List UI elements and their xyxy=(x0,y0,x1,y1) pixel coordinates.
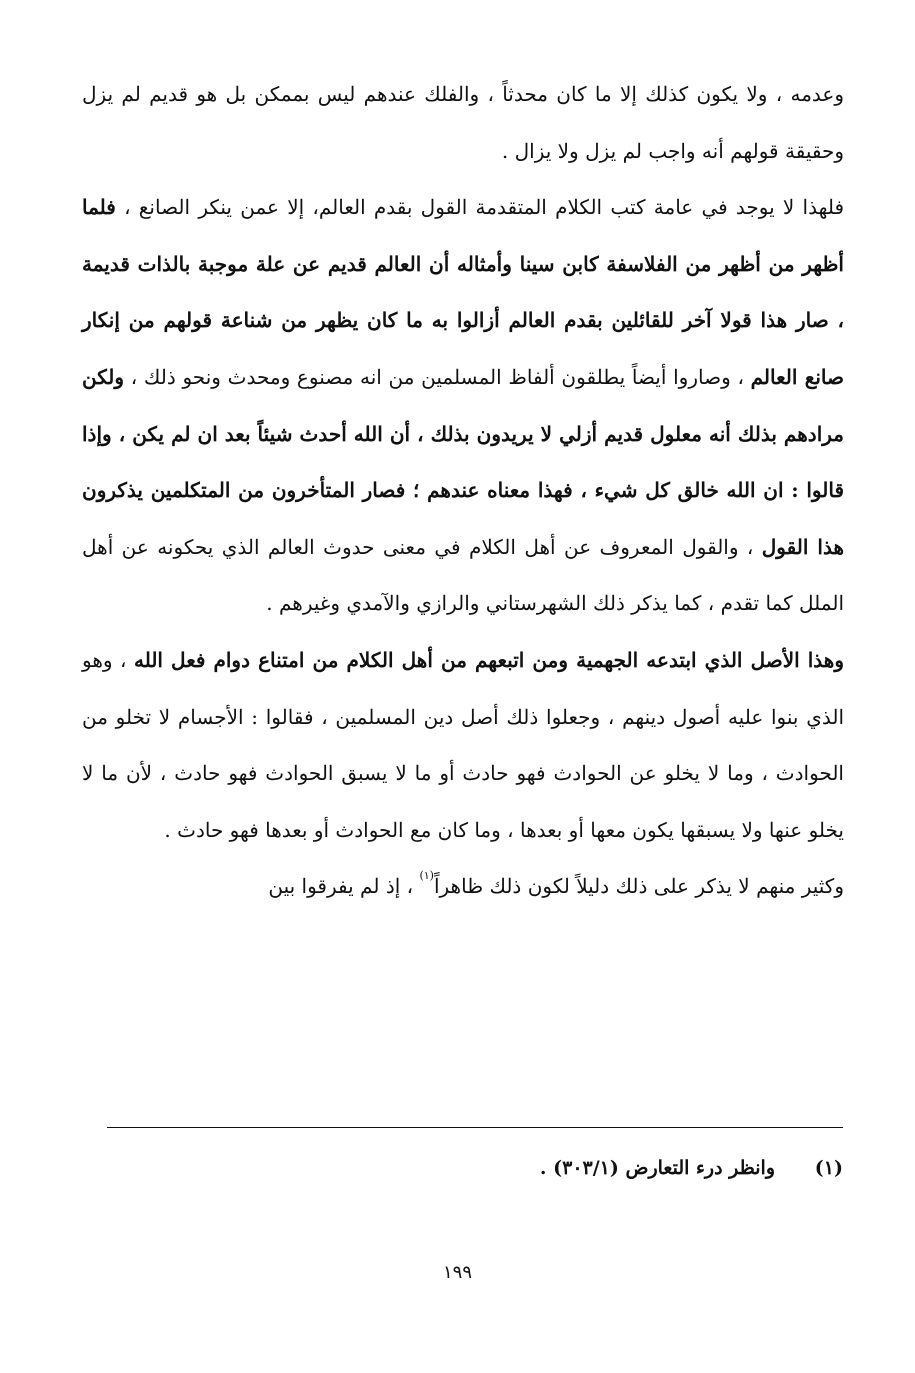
text-run: ، والقول المعروف عن أهل الكلام في معنى حدوث العالم الذي يحكونه عن أهل الملل كما تقدم ، كما يذكر ذلك الشهرستاني والرازي والآمدي وغيرهم . xyxy=(82,534,844,616)
bold-run: وهذا الأصل الذي ابتدعه الجهمية ومن اتبعهم من أهل الكلام من امتناع دوام فعل الله xyxy=(133,647,844,672)
text-run: ، وهو الذي بنوا عليه أصول دينهم ، وجعلوا ذلك أصل دين المسلمين ، فقالوا : الأجسام لا تخلو من الحوادث ، وما لا يخلو عن الحوادث فهو حادث أو ما لا يسبق الحوادث فهو حادث ، لأن ما لا يخلو عنها ولا يسبقها يكون معها أو بعدها ، وما كان مع الحوادث أو بعدها فهو حادث . xyxy=(82,647,844,842)
paragraph-4 xyxy=(82,858,844,915)
paragraph-3 xyxy=(82,632,844,858)
bold-run: ولكن مرادهم بذلك أنه معلول قديم أزلي لا يريدون بذلك ، أن الله أحدث شيئاً بعد ان لم يكن ، وإذا قالوا : ان الله خالق كل شيء ، فهذا معناه عندهم ؛ فصار المتأخرون من المتكلمين يذكرون هذا القول xyxy=(82,364,844,559)
paragraph-2 xyxy=(82,179,844,632)
footnote xyxy=(200,1152,843,1184)
footnote-number: (١) xyxy=(814,1157,843,1179)
footnote-text: وانظر درء التعارض (٣٠٣/١) . xyxy=(539,1157,775,1179)
text-run: ، إذ لم يفرقوا بين xyxy=(268,874,414,899)
bold-run: فلما أظهر من أظهر من الفلاسفة كابن سينا وأمثاله أن العالم قديم عن علة موجبة بالذات قديمة ، صار هذا قولا آخر للقائلين بقدم العالم أزالوا به ما كان يظهر من شناعة قولهم من إنكار صانع العالم xyxy=(82,195,845,389)
text-run: وكثير منهم لا يذكر على ذلك دليلاً لكون ذلك ظاهراً xyxy=(433,874,844,899)
text-run: ، وصاروا أيضاً يطلقون ألفاظ المسلمين من انه مصنوع ومحدث ونحو ذلك ، xyxy=(130,364,744,389)
text-run: فلهذا لا يوجد في عامة كتب الكلام المتقدمة القول بقدم العالم، إلا عمن ينكر الصانع ، xyxy=(124,195,845,220)
page-number: ١٩٩ xyxy=(442,1262,472,1283)
text-run: وعدمه ، ولا يكون كذلك إلا ما كان محدثاً ، والفلك عندهم ليس بممكن بل هو قديم لم يزل وحقيقة قولهم أنه واجب لم يزل ولا يزال . xyxy=(82,82,844,163)
paragraph-1 xyxy=(82,66,844,179)
main-text xyxy=(82,66,844,915)
footnote-divider xyxy=(107,1127,843,1128)
footnote-reference[interactable]: (١) xyxy=(419,869,434,883)
